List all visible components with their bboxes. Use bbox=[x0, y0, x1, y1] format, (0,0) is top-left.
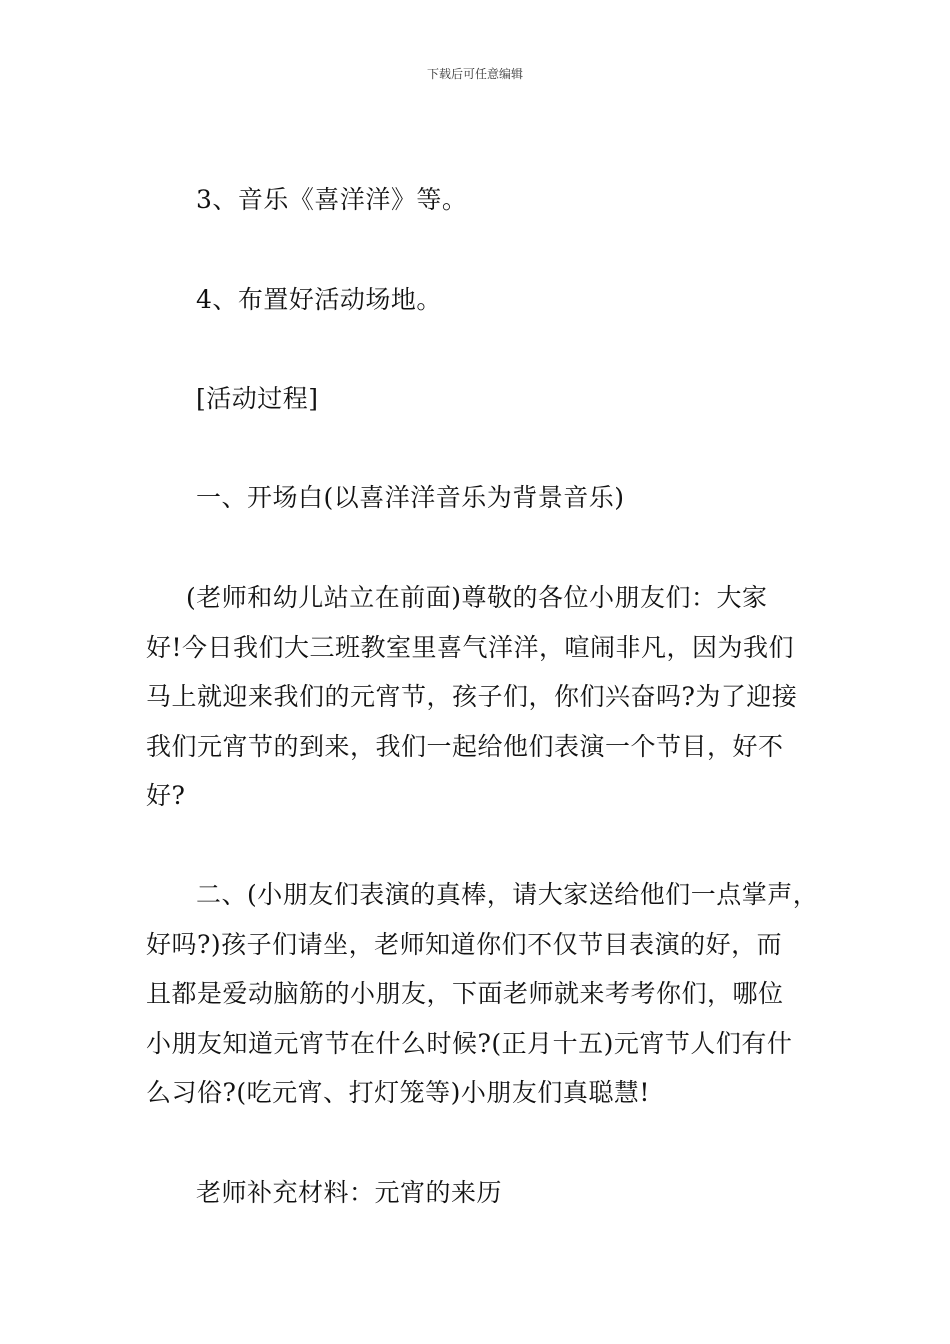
opening-speech-line-5: 好? bbox=[146, 781, 186, 810]
list-item-music: 3、音乐《喜洋洋》等。 bbox=[196, 185, 468, 214]
part-1-heading: 一、开场白(以喜洋洋音乐为背景音乐) bbox=[196, 483, 625, 512]
opening-speech-line-1: (老师和幼儿站立在前面)尊敬的各位小朋友们：大家 bbox=[186, 583, 768, 612]
part-2-line-5: 么习俗?(吃元宵、打灯笼等)小朋友们真聪慧! bbox=[146, 1078, 650, 1107]
opening-speech-line-2: 好!今日我们大三班教室里喜气洋洋，喧闹非凡，因为我们 bbox=[146, 633, 795, 662]
opening-speech-line-4: 我们元宵节的到来，我们一起给他们表演一个节目，好不 bbox=[146, 732, 784, 761]
supplement-heading: 老师补充材料：元宵的来历 bbox=[196, 1178, 503, 1207]
page-header: 下载后可任意编辑 bbox=[426, 67, 523, 81]
part-2-line-4: 小朋友知道元宵节在什么时候?(正月十五)元宵节人们有什 bbox=[146, 1029, 793, 1058]
list-item-venue: 4、布置好活动场地。 bbox=[196, 285, 442, 314]
part-2-line-1: 二、(小朋友们表演的真棒，请大家送给他们一点掌声， bbox=[196, 880, 819, 909]
part-2-line-3: 且都是爱动脑筋的小朋友，下面老师就来考考你们，哪位 bbox=[146, 979, 784, 1008]
opening-speech-line-3: 马上就迎来我们的元宵节，孩子们，你们兴奋吗?为了迎接 bbox=[146, 682, 798, 711]
part-2-line-2: 好吗?)孩子们请坐，老师知道你们不仅节目表演的好，而 bbox=[146, 930, 783, 959]
section-heading-activity-process: [活动过程] bbox=[196, 384, 319, 413]
